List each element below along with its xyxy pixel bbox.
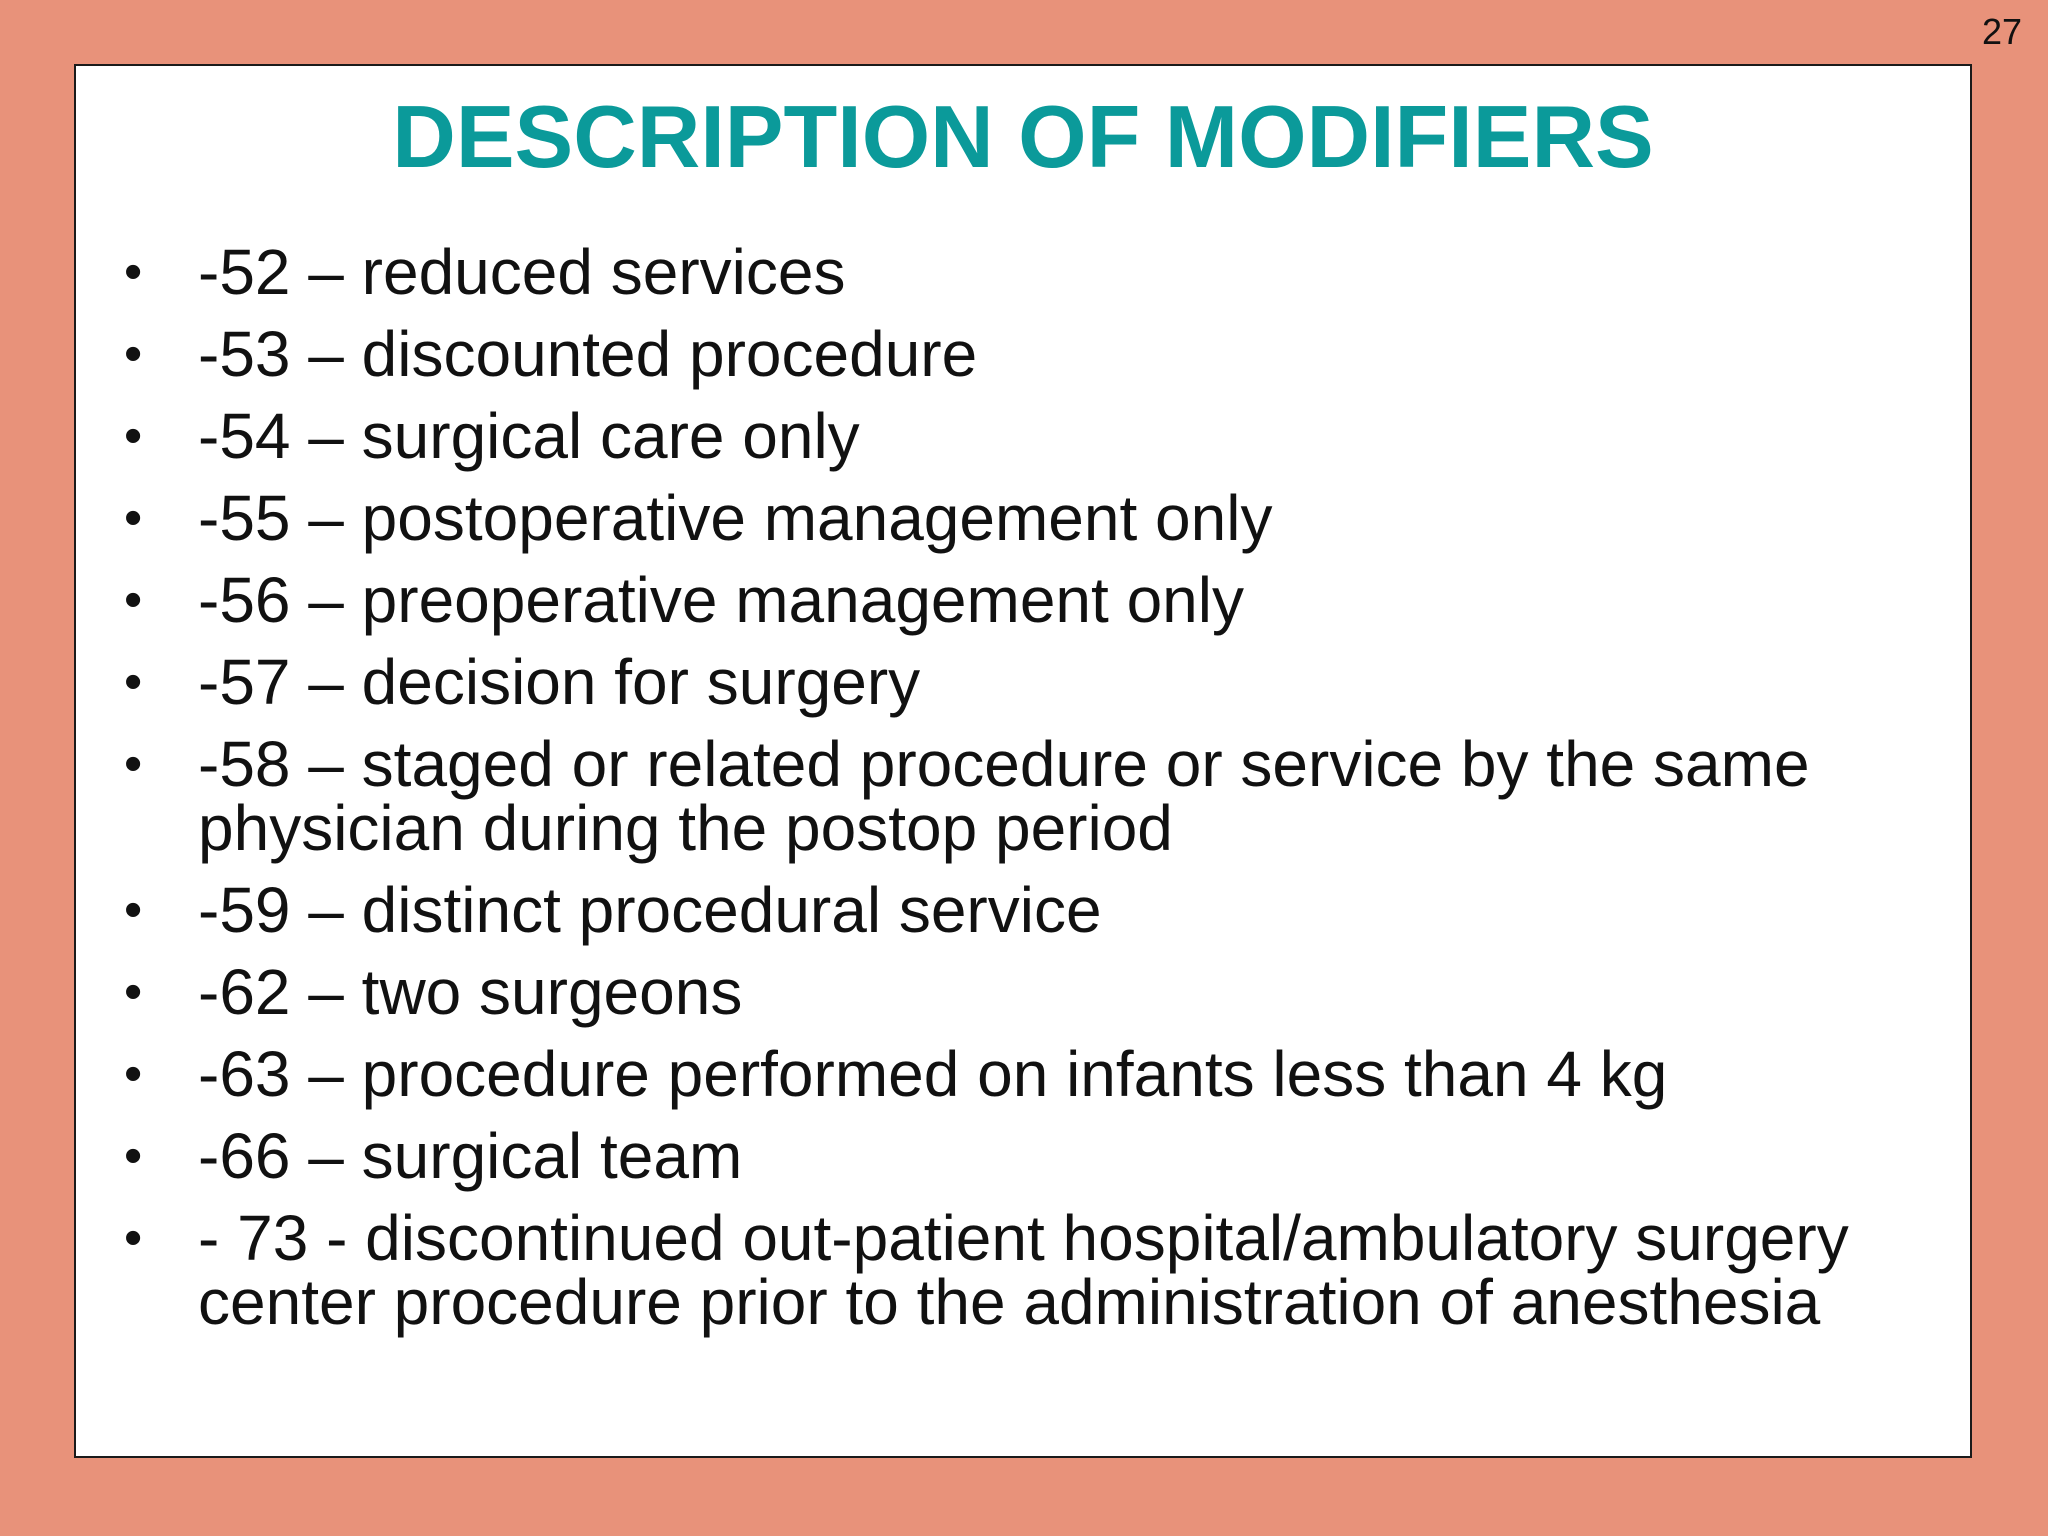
list-item	[124, 1038, 1944, 1110]
bullet-icon: •	[124, 571, 143, 629]
list-item	[124, 564, 1944, 636]
list-item	[124, 874, 1944, 946]
list-item	[124, 482, 1944, 554]
list-item	[124, 236, 1944, 308]
modifier-text: -58 – staged or related procedure or service by the same physician during the postop period	[198, 728, 1810, 864]
modifier-text: -54 – surgical care only	[198, 400, 860, 472]
bullet-icon: •	[124, 243, 143, 301]
bullet-icon: •	[124, 489, 143, 547]
bullet-icon: •	[124, 407, 143, 465]
list-item	[124, 956, 1944, 1028]
modifier-text: -57 – decision for surgery	[198, 646, 921, 718]
list-item	[124, 1202, 1944, 1338]
list-item	[124, 728, 1944, 864]
bullet-icon: •	[124, 1045, 143, 1103]
modifier-text: -55 – postoperative management only	[198, 482, 1273, 554]
list-item	[124, 1120, 1944, 1192]
list-item	[124, 646, 1944, 718]
modifier-text: -63 – procedure performed on infants less than 4 kg	[198, 1038, 1668, 1110]
modifier-text: -62 – two surgeons	[198, 956, 743, 1028]
modifier-text: -66 – surgical team	[198, 1120, 743, 1192]
modifier-text: -59 – distinct procedural service	[198, 874, 1102, 946]
slide-title: DESCRIPTION OF MODIFIERS	[392, 87, 1654, 186]
bullet-icon: •	[124, 1209, 143, 1267]
list-item	[124, 318, 1944, 390]
modifier-text: -52 – reduced services	[198, 236, 846, 308]
bullet-icon: •	[124, 735, 143, 793]
modifier-text: -56 – preoperative management only	[198, 564, 1244, 636]
bullet-icon: •	[124, 963, 143, 1021]
modifier-text: -53 – discounted procedure	[198, 318, 978, 390]
page-number: 27	[1981, 11, 2022, 52]
bullet-icon: •	[124, 653, 143, 711]
list-item	[124, 400, 1944, 472]
modifier-list	[124, 236, 1944, 1352]
slide-frame	[74, 64, 1972, 1458]
bullet-icon: •	[124, 1127, 143, 1185]
bullet-icon: •	[124, 881, 143, 939]
modifier-text: - 73 - discontinued out-patient hospital/ambulatory surgery center procedure prior to the administration of anesthesia	[198, 1202, 1849, 1338]
bullet-icon: •	[124, 325, 143, 383]
